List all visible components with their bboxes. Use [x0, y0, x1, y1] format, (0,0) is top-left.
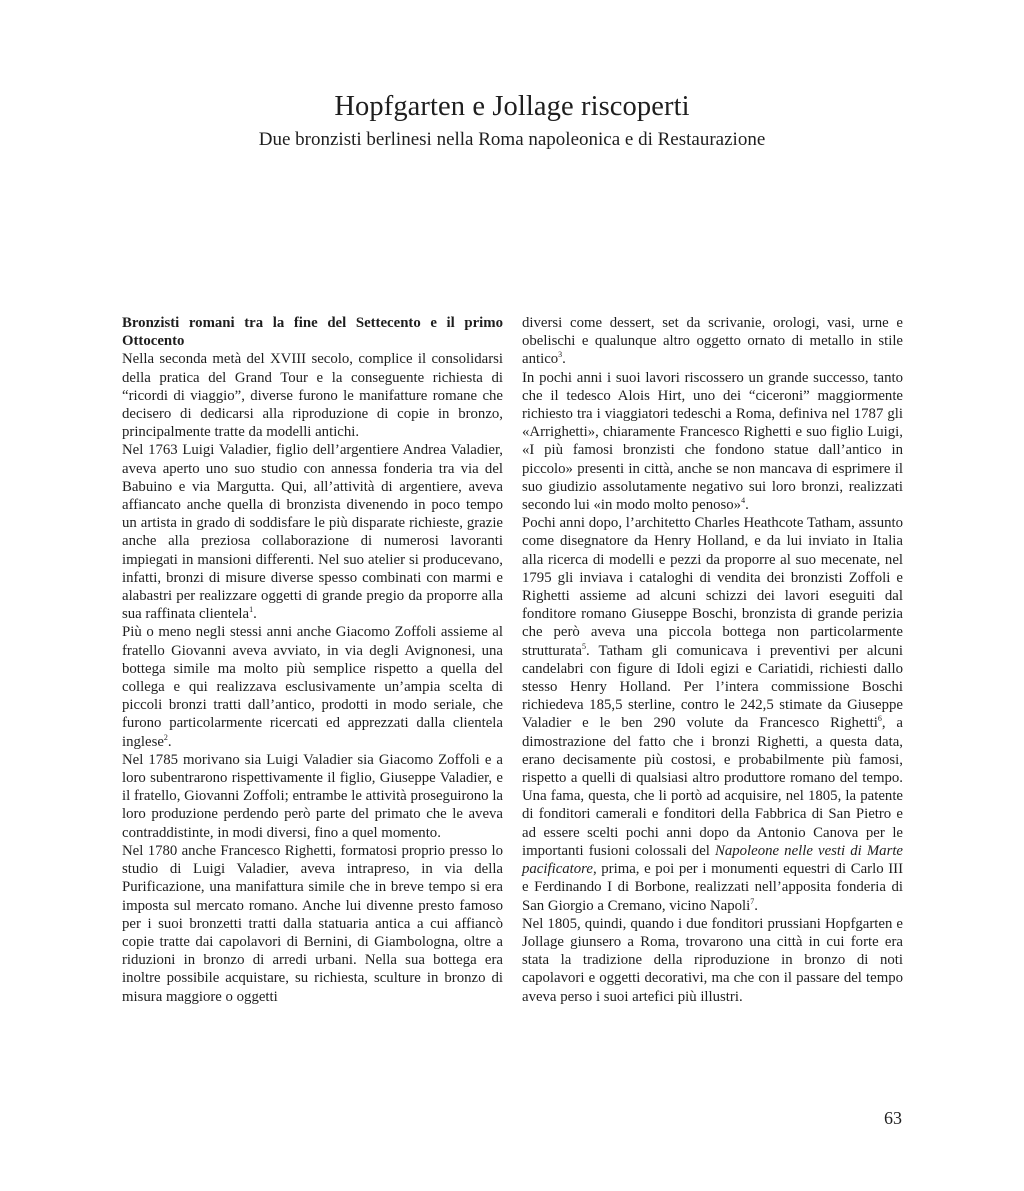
- page-number: 63: [884, 1108, 902, 1128]
- paragraph: Più o meno negli stessi anni anche Giacomo Zoffoli assieme al fratello Giovanni aveva avviato, in via degli Avignonesi, una bottega simile ma molto più semplice rispetto a quella del collega e qui realizzava esclusivamente un’ampia scelta di piccoli bronzi tratti dall’antico, prodotti in modo seriale, che furono particolarmente ricercati ed apprezzati dalla clientela inglese$^2$.: [122, 624, 503, 750]
- paragraph: Nel 1763 Luigi Valadier, figlio dell’argentiere Andrea Valadier, aveva aperto uno suo studio con annessa fonderia tra via del Babuino e via Margutta. Qui, all’attività di argentiere, aveva affiancato anche quella di bronzista divenendo in poco tempo un artista in grado di soddisfare le più disparate richieste, grazie anche alla preziosa collaborazione di numerosi lavoranti impiegati in mansioni differenti. Nel suo atelier si producevano, infatti, bronzi di misure diverse spesso combinati con marmi e alabastri per realizzare oggetti di grande pregio da proporre alla sua raffinata clientela$^1$.: [122, 442, 503, 623]
- text-column-left: [122, 314, 503, 1006]
- paragraph: Nel 1780 anche Francesco Righetti, formatosi proprio presso lo studio di Luigi Valadier, aveva intrapreso, in via della Purificazione, una manifattura simile che in breve tempo si era imposta sul mercato romano. Anche lui divenne presto famoso per i suoi bronzetti tratti dalla statuaria antica a cui affiancò copie tratte dai capolavori di Bernini, di Giambologna, oltre a riduzioni in bronzo di arredi urbani. Nella sua bottega era inoltre possibile acquistare, su richiesta, sculture in bronzo di misura maggiore o oggetti: [122, 842, 503, 1005]
- paragraph: Nel 1785 morivano sia Luigi Valadier sia Giacomo Zoffoli e a loro subentrarono rispettivamente il figlio, Giuseppe Valadier, e il fratello, Giovanni Zoffoli; entrambe le attività proseguirono la loro produzione perdendo però parte del primato che le aveva contraddistinte, in modi diversi, fino a quel momento.: [122, 751, 503, 841]
- footnote-marker: 4: [741, 496, 746, 506]
- chapter-title: Hopfgarten e Jollage riscoperti: [334, 91, 690, 122]
- footnote-marker: 6: [877, 714, 882, 724]
- paragraph: In pochi anni i suoi lavori riscossero un grande successo, tanto che il tedesco Alois Hirt, uno dei “ciceroni” maggiormente richiesto tra i viaggiatori tedeschi a Roma, definiva nel 1787 gli «Arrighetti», chiaramente Francesco Righetti e suo figlio Luigi, «I più famosi bronzisti che fondono statue dall’antico in piccolo» presenti in città, anche se non mancava di esprimere il suo giudizio assolutamente negativo sui loro bronzi, realizzati secondo lui «in modo molto penoso»$^4$.: [522, 369, 903, 514]
- paragraph: Pochi anni dopo, l’architetto Charles Heathcote Tatham, assunto come disegnatore da Henry Holland, e da lui inviato in Italia alla ricerca di modelli e pezzi da proporre al suo mecenate, nel 1795 gli inviava i cataloghi di vendita dei bronzisti Zoffoli e Righetti assieme ad alcuni schizzi dei lavori eseguiti dal fonditore romano Giuseppe Boschi, bronzista di grande perizia che però aveva una piccola bottega non particolarmente strutturata$^5$. Tatham gli comunicava i preventivi per alcuni candelabri con figure di Idoli egizi e Cariatidi, richiesti dallo stesso Henry Holland. Per l’intera commissione Boschi richiedeva 185,5 sterline, contro le 242,5 stimate da Giuseppe Valadier e le ben 290 volute da Francesco Righetti$^6$, a dimostrazione del fatto che i bronzi Righetti, a questa data, erano decisamente più costosi, e probabilmente più famosi, rispetto a quelli di qualsiasi altro produttore romano del tempo. Una fama, questa, che li portò ad acquisire, nel 1805, la patente di fonditori camerali e fonditori della Fabbrica di San Pietro e ad essere scelti pochi anni dopo da Antonio Canova per le importanti fusioni colossali del Napoleone nelle vesti di Marte pacificatore, prima, e poi per i monumenti equestri di Carlo III e Ferdinando I di Borbone, realizzati nell’apposita fonderia di San Giorgio a Cremano, vicino Napoli$^7$.: [522, 515, 904, 914]
- paragraph: Nel 1805, quindi, quando i due fonditori prussiani Hopfgarten e Jollage giunsero a Roma, trovarono una città in cui forte era stata la tradizione della riproduzione in bronzo di noti capolavori e oggetti decorativi, ma che con il passare del tempo aveva perso i suoi artefici più illustri.: [522, 915, 903, 1005]
- paragraph: diversi come dessert, set da scrivanie, orologi, vasi, urne e obelischi e qualunque altro oggetto ornato di metallo in stile antico$^3$.: [522, 315, 903, 368]
- artwork-title: Napoleone nelle vesti di Marte pacificatore: [522, 842, 904, 878]
- chapter-subtitle: Due bronzisti berlinesi nella Roma napoleonica e di Restaurazione: [258, 129, 766, 150]
- text-column-right: [522, 314, 903, 1006]
- footnote-marker: 7: [750, 896, 755, 906]
- footnote-marker: 5: [582, 641, 586, 651]
- paragraph: Nella seconda metà del XVIII secolo, complice il consolidarsi della pratica del Grand Tour e la conseguente richiesta di “ricordi di viaggio”, diverse furono le manifatture romane che decisero di dedicarsi alla riproduzione di copie in bronzo, principalmente tratte da modelli antichi.: [122, 351, 503, 441]
- footnote-marker: 2: [163, 732, 168, 742]
- footnote-marker: 3: [558, 350, 563, 360]
- section-heading: Bronzisti romani tra la fine del Settecento e il primo Ottocento: [122, 315, 503, 350]
- footnote-marker: 1: [249, 605, 254, 615]
- chapter-header: [0, 90, 1024, 152]
